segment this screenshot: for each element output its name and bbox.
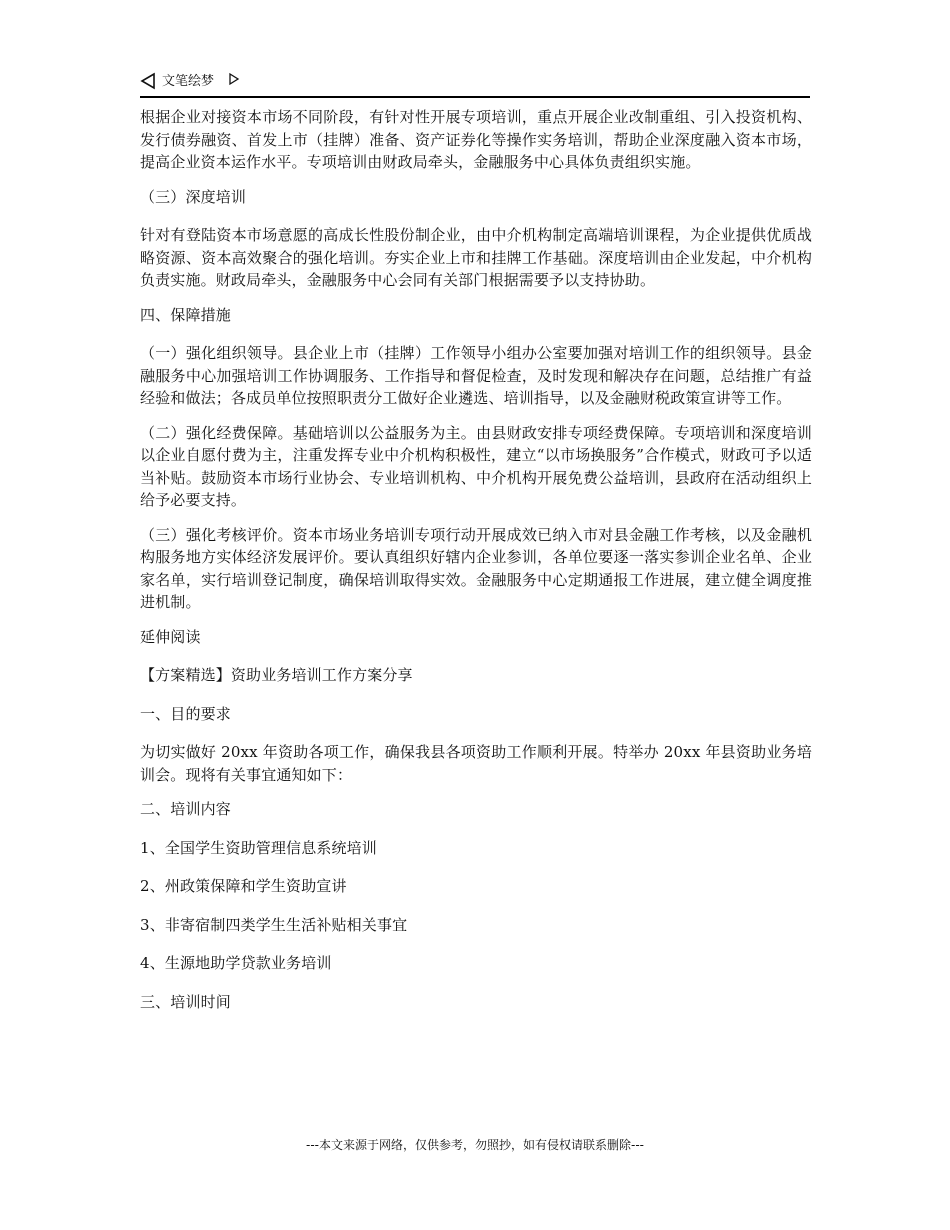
document-body [140, 106, 812, 1029]
paragraph-evaluation: （三）强化考核评价。资本市场业务培训专项行动开展成效已纳入市对县金融工作考核，以及金融机构服务地方实体经济发展评价。要认真组织好辖内企业参训，各单位要逐一落实参训企业名单、企业家名单，实行培训登记制度，确保培训取得实效。金融服务中心定期通报工作进展，建立健全调度推进机制。 [140, 525, 812, 611]
paragraph-objectives: 为切实做好 20xx 年资助各项工作，确保我县各项资助工作顺利开展。特举办 20xx 年县资助业务培训会。现将有关事宜通知如下： [140, 743, 812, 784]
paragraph-deep-training: 针对有登陆资本市场意愿的高成长性股份制企业，由中介机构制定高端培训课程，为企业提供优质战略资源、资本高效聚合的强化培训。夯实企业上市和挂牌工作基础。深度培训由企业发起，中介机构负责实施。财政局牵头，金融服务中心会同有关部门根据需要予以支持协助。 [140, 226, 812, 289]
triangle-right-outline-icon [228, 71, 240, 85]
heading-training-content: 二、培训内容 [140, 800, 231, 818]
triangle-left-outline-icon [140, 72, 156, 90]
page-header [140, 70, 810, 98]
footer-disclaimer: ---本文来源于网络，仅供参考，勿照抄，如有侵权请联系删除--- [306, 1138, 644, 1152]
heading-plan-share: 【方案精选】资助业务培训工作方案分享 [140, 666, 413, 684]
heading-safeguards: 四、保障措施 [140, 305, 231, 324]
paragraph-funding: （二）强化经费保障。基础培训以公益服务为主。由县财政安排专项经费保障。专项培训和深度培训以企业自愿付费为主，注重发挥专业中介机构积极性，建立“以市场换服务”合作模式，财政可予以适当补贴。鼓励资本市场行业协会、专业培训机构、中介机构开展免费公益培训，县政府在活动组织上给予必要支持。 [140, 423, 812, 509]
heading-training-time: 三、培训时间 [140, 992, 231, 1011]
paragraph-special-training: 根据企业对接资本市场不同阶段，有针对性开展专项培训，重点开展企业改制重组、引入投资机构、发行债券融资、首发上市（挂牌）准备、资产证券化等操作实务培训，帮助企业深度融入资本市场，提高企业资本运作水平。专项培训由财政局牵头，金融服务中心具体负责组织实施。 [140, 108, 812, 171]
heading-extended-reading: 延伸阅读 [140, 627, 201, 646]
header-brand: 文笔绘梦 [162, 74, 215, 89]
paragraph-org-leadership: （一）强化组织领导。县企业上市（挂牌）工作领导小组办公室要加强对培训工作的组织领导。县金融服务中心加强培训工作协调服务、工作指导和督促检查，及时发现和解决存在问题，总结推广有益经验和做法；各成员单位按照职责分工做好企业遴选、培训指导，以及金融财税政策宣讲等工作。 [140, 344, 812, 407]
list-item: 4、生源地助学贷款业务培训 [140, 954, 332, 972]
list-item: 2、州政策保障和学生资助宣讲 [140, 877, 347, 895]
heading-objectives: 一、目的要求 [140, 704, 231, 723]
heading-deep-training: （三）深度培训 [140, 187, 247, 206]
list-item: 1、全国学生资助管理信息系统培训 [140, 838, 377, 857]
list-item: 3、非寄宿制四类学生生活补贴相关事宜 [140, 915, 408, 934]
